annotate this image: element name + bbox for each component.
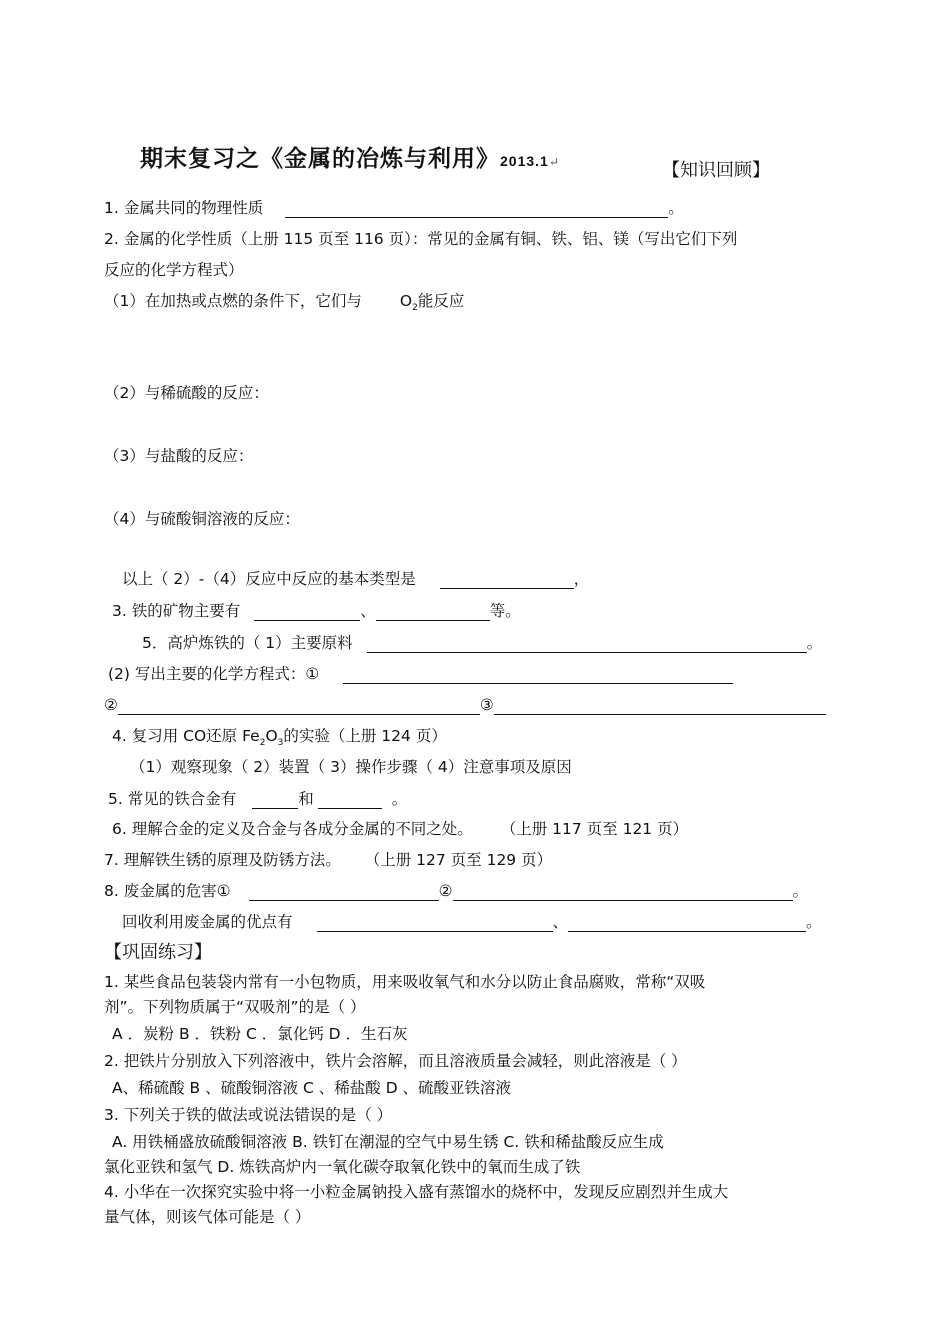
- practice-p1-line1: 1. 某些食品包装袋内常有一小包物质，用来吸收氧气和水分以防止食品腐败，常称“双吸: [104, 973, 706, 991]
- return-mark: ↵: [548, 155, 560, 169]
- answer-blank[interactable]: [285, 201, 668, 218]
- practice-p2-options: A、稀硫酸 B 、硫酸铜溶液 C 、稀盐酸 D 、硫酸亚铁溶液: [112, 1079, 512, 1097]
- title-date: 2013.1: [500, 153, 549, 169]
- answer-blank[interactable]: [568, 915, 806, 932]
- review-q4-1: 5．高炉炼铁的（ 1）主要原料 。: [142, 634, 823, 652]
- answer-blank[interactable]: [343, 667, 733, 684]
- review-q4-2: (2) 写出主要的化学方程式：①: [108, 664, 733, 684]
- review-q6: 5. 常见的铁合金有 和 。: [108, 790, 408, 808]
- answer-blank[interactable]: [254, 604, 360, 621]
- review-q3: 3. 铁的矿物主要有 、 等。: [112, 602, 521, 620]
- review-q9: 8. 废金属的危害① ② 。: [104, 882, 809, 900]
- review-header: 【知识回顾】: [662, 160, 770, 181]
- review-q2-summary: 以上（ 2）-（4）反应中反应的基本类型是 ，: [122, 570, 590, 588]
- answer-blank[interactable]: [249, 884, 439, 901]
- answer-blank[interactable]: [252, 792, 298, 809]
- review-q2-4: （4）与硫酸铜溶液的反应：: [104, 510, 300, 528]
- review-q8: 7. 理解铁生锈的原理及防锈方法。 （上册 127 页至 129 页）: [104, 851, 553, 869]
- answer-blank[interactable]: [318, 792, 382, 809]
- practice-p1-line2: 剂”。下列物质属于“双吸剂”的是（ ）: [104, 998, 366, 1016]
- practice-p3-line1: 3. 下列关于铁的做法或说法错误的是（ ）: [104, 1106, 393, 1124]
- review-q2-1: （1）在加热或点燃的条件下，它们与 $O_2$能反应: [104, 292, 465, 314]
- review-q2-2: （2）与稀硫酸的反应：: [104, 384, 269, 402]
- review-q5-items: （1）观察现象（ 2）装置（ 3）操作步骤（ 4）注意事项及原因: [130, 758, 572, 776]
- review-q5: 4. 复习用 CO还原 $Fe_2O_3$的实验（上册 124 页）: [112, 727, 447, 749]
- practice-p1-options: A ．炭粉 B ．铁粉 C ．氯化钙 D ．生石灰: [112, 1025, 408, 1043]
- review-q9-recycle: 回收利用废金属的优点有 、 。: [122, 913, 822, 931]
- review-q2-line2: 反应的化学方程式）: [104, 261, 244, 279]
- answer-blank[interactable]: [453, 884, 793, 901]
- practice-header: 【巩固练习】: [104, 942, 212, 963]
- answer-blank[interactable]: [317, 915, 553, 932]
- page-title: [140, 140, 560, 173]
- answer-blank[interactable]: [494, 698, 826, 715]
- practice-p4-line2: 量气体，则该气体可能是（ ）: [104, 1208, 311, 1226]
- practice-p4-line1: 4. 小华在一次探究实验中将一小粒金属钠投入盛有蒸馏水的烧杯中，发现反应剧烈并生成大: [104, 1183, 729, 1201]
- answer-blank[interactable]: [118, 698, 480, 715]
- review-q2-3: （3）与盐酸的反应：: [104, 447, 254, 465]
- review-q7: 6. 理解合金的定义及合金与各成分金属的不同之处。 （上册 117 页至 121 页）: [112, 820, 689, 838]
- title-main: 期末复习之《金属的冶炼与利用》: [140, 145, 500, 172]
- practice-p3-line2: A. 用铁桶盛放硫酸铜溶液 B. 铁钉在潮湿的空气中易生锈 C. 铁和稀盐酸反应生成: [112, 1133, 664, 1151]
- practice-p3-line3: 氯化亚铁和氢气 D. 炼铁高炉内一氧化碳夺取氧化铁中的氧而生成了铁: [104, 1158, 581, 1176]
- review-q2-line1: 2. 金属的化学性质（上册 115 页至 116 页）：常见的金属有铜、铁、铝、镁（写出它们下列: [104, 230, 738, 248]
- practice-p2-line1: 2. 把铁片分别放入下列溶液中，铁片会溶解，而且溶液质量会减轻，则此溶液是（ ）: [104, 1052, 687, 1070]
- review-q4-2-cont: ② ③: [104, 695, 826, 715]
- review-q1: 1. 金属共同的物理性质 。: [104, 199, 684, 217]
- answer-blank[interactable]: [376, 604, 490, 621]
- answer-blank[interactable]: [367, 636, 807, 653]
- answer-blank[interactable]: [440, 572, 574, 589]
